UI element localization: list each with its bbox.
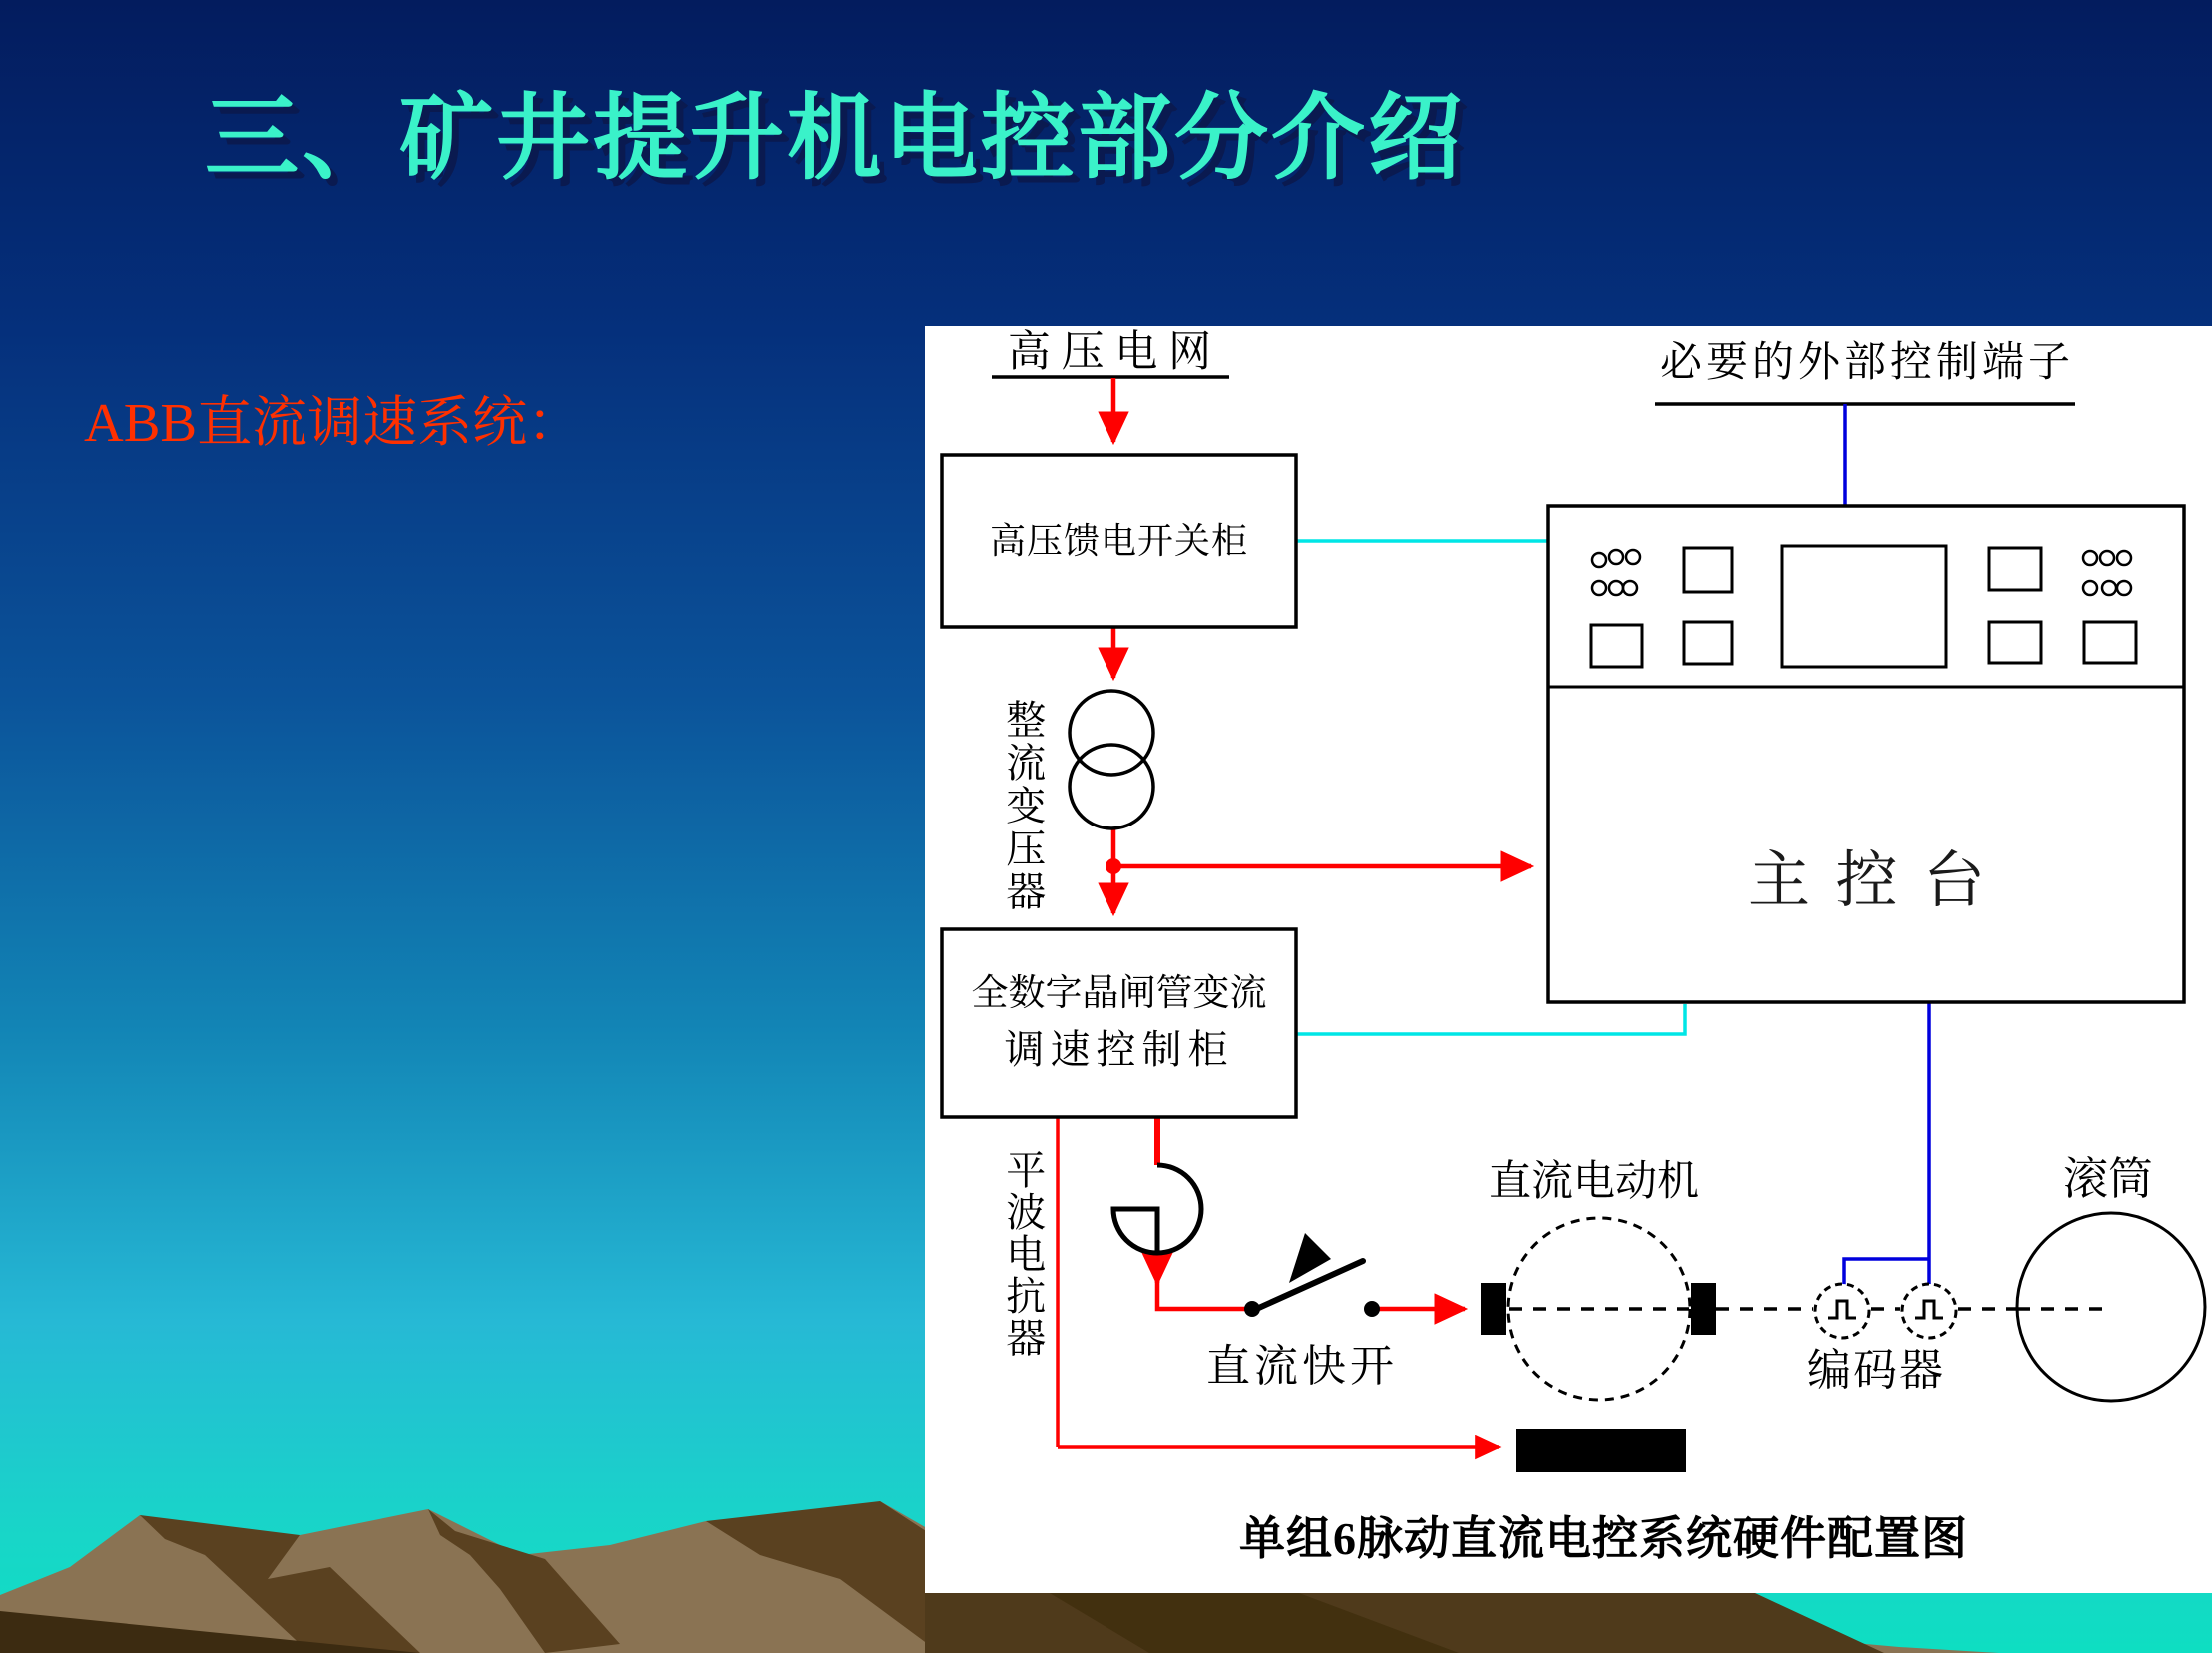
- encoder-circle: [1902, 1284, 1956, 1338]
- encoder-label: 编码器: [1807, 1346, 1945, 1395]
- motor-brush-right: [1691, 1283, 1716, 1335]
- hv-grid-label: 高 压 电 网: [1007, 329, 1212, 376]
- blue-link-encoder-branch: [1844, 1259, 1929, 1287]
- switch-contact-dot: [1364, 1301, 1380, 1317]
- drum-circle: [2017, 1213, 2205, 1401]
- lead-label: ABB直流调速系统：: [84, 392, 583, 453]
- thyristor-cabinet-label: [942, 929, 1296, 1117]
- smoothing-reactor-symbol: [1113, 1165, 1201, 1253]
- transformer-winding-secondary: [1070, 745, 1153, 828]
- motor-brush-left: [1481, 1283, 1506, 1335]
- external-terminals-label: 必要的外部控制端子: [1659, 340, 2074, 386]
- thyristor-cabinet-label-line2: 调速控制柜: [1004, 1027, 1234, 1073]
- brake-block: [1516, 1429, 1686, 1472]
- dc-fast-switch-label: 直流快开: [1206, 1342, 1398, 1391]
- encoder-circle: [1815, 1284, 1869, 1338]
- dc-motor-label: 直流电动机: [1489, 1159, 1700, 1205]
- hv-feed-switch-cabinet-label: 高压馈电开关柜: [989, 520, 1248, 561]
- drum-label: 滚筒: [2063, 1154, 2154, 1204]
- schematic-caption: 单组6脉动直流电控系统硬件配置图: [1239, 1513, 1968, 1564]
- slide-title: 三、矿井提升机电控部分介绍: [205, 87, 1466, 191]
- thyristor-cabinet-label-line1: 全数字晶闸管变流: [971, 972, 1267, 1014]
- red-reactor-to-switch: [1157, 1279, 1247, 1309]
- rectifier-transformer-label: 整流变压器: [1000, 699, 1046, 913]
- transformer-winding-primary: [1070, 691, 1153, 775]
- main-console-label: 主 控 台: [1747, 847, 1990, 915]
- cyan-link-thycab-console: [1296, 1004, 1685, 1034]
- smoothing-reactor-label: 平波电抗器: [1000, 1149, 1046, 1359]
